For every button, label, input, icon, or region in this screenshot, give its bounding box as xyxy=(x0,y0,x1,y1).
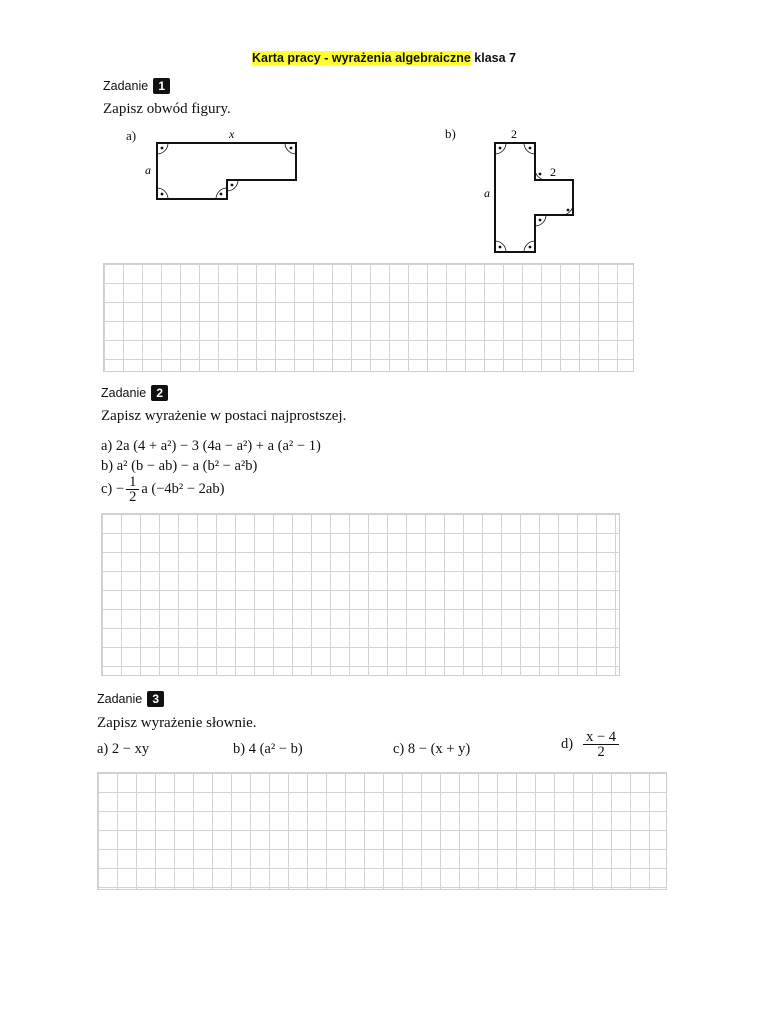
task3-item-c-prefix: c) xyxy=(393,741,405,757)
task2-item-c-prefix: c) xyxy=(101,480,113,497)
task2-number-badge: 2 xyxy=(151,385,168,401)
task3-label: Zadanie xyxy=(97,692,143,706)
task3-item-b xyxy=(233,741,303,758)
task1-instruction: Zapisz obwód figury. xyxy=(103,101,231,117)
task1-number-badge: 1 xyxy=(153,78,170,94)
figure-a-label: a) xyxy=(126,128,137,143)
task3-item-a xyxy=(97,741,149,758)
task3-item-c xyxy=(393,741,470,758)
task1-heading xyxy=(103,78,170,94)
task2-item-b xyxy=(101,458,257,475)
figure-a-side-x: x xyxy=(229,127,235,141)
task2-item-b-expression: a² (b − ab) − a (b² − a²b) xyxy=(116,458,258,474)
task3-item-b-prefix: b) xyxy=(233,741,246,757)
task2-heading xyxy=(101,385,168,401)
figure-b-label: b) xyxy=(445,126,456,141)
task3-heading xyxy=(97,691,164,707)
task2-item-b-prefix: b) xyxy=(101,458,114,474)
task3-item-c-expression: 8 − (x + y) xyxy=(407,741,471,757)
answer-grid-task3[interactable] xyxy=(97,772,667,890)
task3-number-badge: 3 xyxy=(147,691,164,707)
figure-a-diagram xyxy=(140,125,310,210)
figure-b-side-top: 2 xyxy=(511,127,517,141)
figure-b-side-a: a xyxy=(484,186,490,200)
task3-instruction: Zapisz wyrażenie słownie. xyxy=(97,715,257,731)
task1-label: Zadanie xyxy=(103,79,149,93)
title-rest: klasa 7 xyxy=(470,51,517,65)
task2-item-a xyxy=(101,438,321,455)
task3-item-a-expression: 2 − xy xyxy=(111,741,150,757)
task2-item-a-expression: 2a (4 + a²) − 3 (4a − a²) + a (a² − 1) xyxy=(115,438,321,454)
worksheet-title xyxy=(0,51,768,65)
task3-item-d xyxy=(561,730,621,759)
figure-a-side-a: a xyxy=(145,163,151,177)
task2-instruction: Zapisz wyrażenie w postaci najprostszej. xyxy=(101,408,347,424)
task3-item-d-fraction: $\frac{x - 4}{2}$ xyxy=(583,730,619,759)
title-highlighted: Karta pracy - wyrażenia algebraiczne xyxy=(251,51,471,65)
task2-item-c-fraction: $\frac{1}{2}$ xyxy=(126,475,139,504)
answer-grid-task2[interactable] xyxy=(101,513,620,676)
task2-label: Zadanie xyxy=(101,386,147,400)
figure-b-diagram xyxy=(480,125,590,260)
task3-item-a-prefix: a) xyxy=(97,741,109,757)
task2-item-a-prefix: a) xyxy=(101,438,113,454)
answer-grid-task1[interactable] xyxy=(103,263,634,372)
task2-item-c-expression: a (−4b² − 2ab) xyxy=(141,480,225,497)
figure-b-side-right: 2 xyxy=(550,165,556,179)
task3-item-b-expression: 4 (a² − b) xyxy=(248,741,303,757)
task3-item-d-prefix: d) xyxy=(561,736,574,752)
task2-item-c: c) − $\frac{1}{2}$ a (−4b² − 2ab) xyxy=(101,474,225,505)
